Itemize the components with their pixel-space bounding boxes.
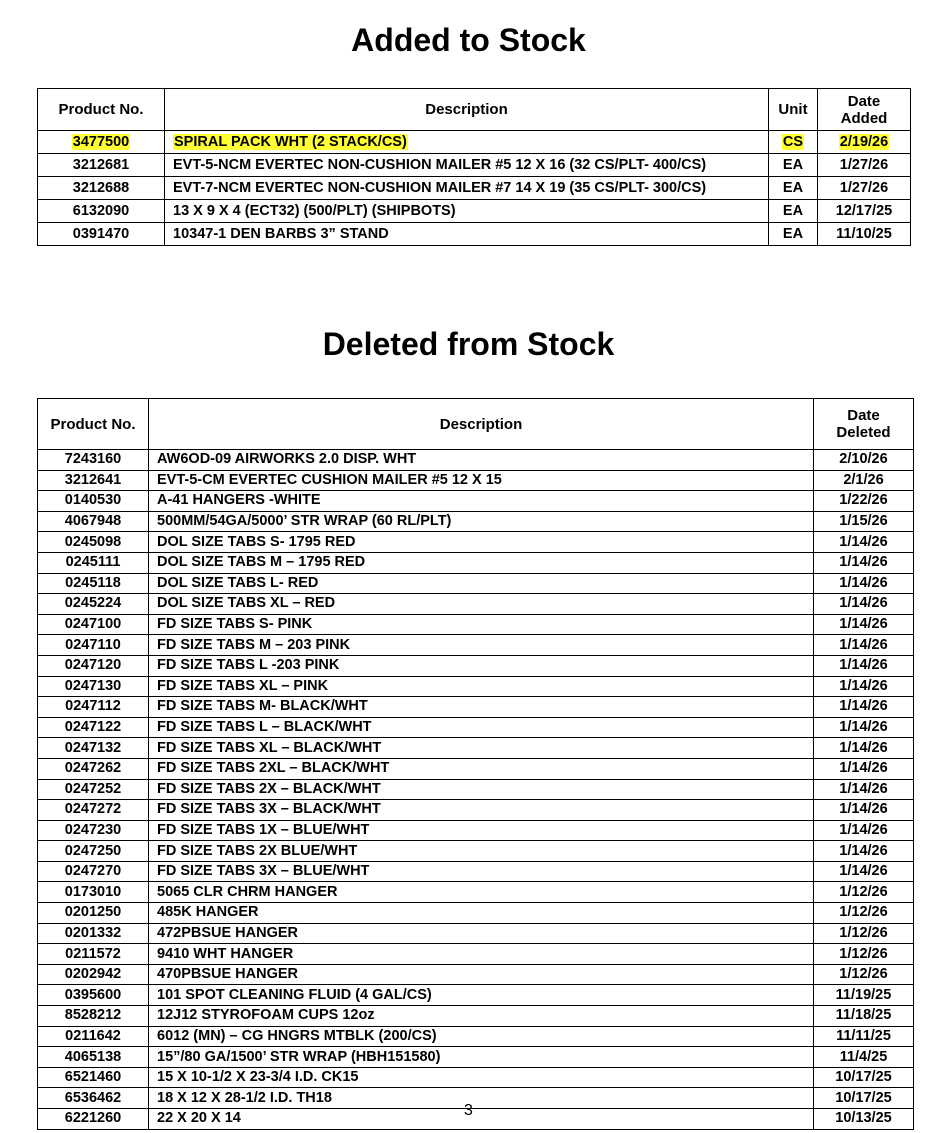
highlighted-text: CS: [782, 134, 804, 150]
description: 5065 CLR CHRM HANGER: [149, 882, 814, 903]
description: 13 X 9 X 4 (ECT32) (500/PLT) (SHIPBOTS): [165, 200, 769, 223]
description: AW6OD-09 AIRWORKS 2.0 DISP. WHT: [149, 450, 814, 471]
date-deleted: 1/12/26: [814, 923, 914, 944]
description: FD SIZE TABS S- PINK: [149, 614, 814, 635]
header-description: Description: [165, 89, 769, 131]
description: 472PBSUE HANGER: [149, 923, 814, 944]
date-deleted: 1/14/26: [814, 697, 914, 718]
date-added: 1/27/26: [818, 177, 911, 200]
description: FD SIZE TABS L – BLACK/WHT: [149, 717, 814, 738]
description: FD SIZE TABS 3X – BLUE/WHT: [149, 861, 814, 882]
table-row: [38, 841, 914, 862]
date-deleted: 1/14/26: [814, 717, 914, 738]
table-row: [38, 861, 914, 882]
page-number: 3: [464, 1102, 473, 1119]
date-deleted: 1/12/26: [814, 903, 914, 924]
table-row: [38, 944, 914, 965]
product-number: 0245111: [38, 552, 149, 573]
highlighted-text: 2/19/26: [839, 134, 889, 150]
deleted-from-stock-table: [37, 398, 914, 1130]
product-number: 0247252: [38, 779, 149, 800]
product-number: 3212688: [38, 177, 165, 200]
table-row: [38, 450, 914, 471]
product-number: 0201250: [38, 903, 149, 924]
date-deleted: 1/14/26: [814, 655, 914, 676]
product-number: 0201332: [38, 923, 149, 944]
table-row: [38, 470, 914, 491]
description: FD SIZE TABS 1X – BLUE/WHT: [149, 820, 814, 841]
date-deleted: 1/14/26: [814, 820, 914, 841]
description: FD SIZE TABS L -203 PINK: [149, 655, 814, 676]
description: 6012 (MN) – CG HNGRS MTBLK (200/CS): [149, 1026, 814, 1047]
table-row: [38, 532, 914, 553]
product-number: 0247272: [38, 800, 149, 821]
product-number: 0202942: [38, 964, 149, 985]
date-deleted: 10/17/25: [814, 1067, 914, 1088]
header-unit: Unit: [769, 89, 818, 131]
description: A-41 HANGERS -WHITE: [149, 491, 814, 512]
product-number: 0247262: [38, 758, 149, 779]
header-date-line1: Date: [847, 92, 881, 110]
description: EVT-7-NCM EVERTEC NON-CUSHION MAILER #7 14 X 19 (35 CS/PLT- 300/CS): [165, 177, 769, 200]
description: 15”/80 GA/1500’ STR WRAP (HBH151580): [149, 1047, 814, 1068]
product-number: 0211572: [38, 944, 149, 965]
description: 9410 WHT HANGER: [149, 944, 814, 965]
product-number: 0247120: [38, 655, 149, 676]
date-deleted: 1/14/26: [814, 635, 914, 656]
table-row: [38, 697, 914, 718]
product-number: 0140530: [38, 491, 149, 512]
description: [165, 131, 769, 154]
table-header-row: [38, 89, 911, 131]
table-row: [38, 491, 914, 512]
product-number: 6132090: [38, 200, 165, 223]
table-row: [38, 594, 914, 615]
table-row: [38, 154, 911, 177]
description: DOL SIZE TABS L- RED: [149, 573, 814, 594]
date-deleted: 2/1/26: [814, 470, 914, 491]
description: FD SIZE TABS XL – PINK: [149, 676, 814, 697]
product-number: 0247130: [38, 676, 149, 697]
unit: EA: [769, 177, 818, 200]
table-row: [38, 1026, 914, 1047]
date-deleted: 1/14/26: [814, 532, 914, 553]
date-deleted: 1/14/26: [814, 738, 914, 759]
date-deleted: 1/12/26: [814, 944, 914, 965]
product-number: 6536462: [38, 1088, 149, 1109]
product-number: 4065138: [38, 1047, 149, 1068]
date-deleted: 1/14/26: [814, 758, 914, 779]
table-row: [38, 717, 914, 738]
product-number: 0395600: [38, 985, 149, 1006]
description: DOL SIZE TABS XL – RED: [149, 594, 814, 615]
product-number: 3212681: [38, 154, 165, 177]
date-deleted: 1/14/26: [814, 676, 914, 697]
description: 22 X 20 X 14: [149, 1109, 814, 1130]
product-number: 3212641: [38, 470, 149, 491]
date-deleted: 1/12/26: [814, 964, 914, 985]
description: EVT-5-NCM EVERTEC NON-CUSHION MAILER #5 12 X 16 (32 CS/PLT- 400/CS): [165, 154, 769, 177]
description: 470PBSUE HANGER: [149, 964, 814, 985]
table-row: [38, 758, 914, 779]
table-row: [38, 614, 914, 635]
table-row: [38, 655, 914, 676]
table-row: [38, 223, 911, 246]
deleted-from-stock-title: Deleted from Stock: [322, 326, 615, 362]
date-deleted: 2/10/26: [814, 450, 914, 471]
table-row: [38, 820, 914, 841]
header-date-line1: Date: [847, 407, 880, 424]
description: DOL SIZE TABS S- 1795 RED: [149, 532, 814, 553]
product-number: 7243160: [38, 450, 149, 471]
product-number: 0245224: [38, 594, 149, 615]
unit: EA: [769, 200, 818, 223]
added-to-stock-title: Added to Stock: [351, 22, 586, 58]
table-row: [38, 1006, 914, 1027]
product-number: 0247100: [38, 614, 149, 635]
date-deleted: 1/14/26: [814, 861, 914, 882]
table-row: [38, 882, 914, 903]
table-row: [38, 511, 914, 532]
product-number: [38, 131, 165, 154]
date-deleted: 10/13/25: [814, 1109, 914, 1130]
unit: [769, 131, 818, 154]
header-product-no: Product No.: [38, 399, 149, 450]
product-number: 6521460: [38, 1067, 149, 1088]
table-row: [38, 573, 914, 594]
date-deleted: 1/15/26: [814, 511, 914, 532]
date-deleted: 1/14/26: [814, 614, 914, 635]
table-row: [38, 779, 914, 800]
description: FD SIZE TABS 2XL – BLACK/WHT: [149, 758, 814, 779]
table-row: [38, 635, 914, 656]
header-date-deleted: [814, 399, 914, 450]
product-number: 0247230: [38, 820, 149, 841]
date-deleted: 1/14/26: [814, 800, 914, 821]
product-number: 0245098: [38, 532, 149, 553]
description: FD SIZE TABS 2X – BLACK/WHT: [149, 779, 814, 800]
unit: EA: [769, 154, 818, 177]
product-number: 0391470: [38, 223, 165, 246]
description: 10347-1 DEN BARBS 3” STAND: [165, 223, 769, 246]
description: EVT-5-CM EVERTEC CUSHION MAILER #5 12 X 15: [149, 470, 814, 491]
product-number: 0247110: [38, 635, 149, 656]
date-added: 11/10/25: [818, 223, 911, 246]
unit: EA: [769, 223, 818, 246]
table-row: [38, 903, 914, 924]
product-number: 0247122: [38, 717, 149, 738]
table-row: [38, 676, 914, 697]
date-deleted: 11/4/25: [814, 1047, 914, 1068]
date-deleted: 1/14/26: [814, 573, 914, 594]
date-deleted: 1/14/26: [814, 594, 914, 615]
header-date-line2: Deleted: [836, 424, 891, 441]
product-number: 0247250: [38, 841, 149, 862]
description: FD SIZE TABS M- BLACK/WHT: [149, 697, 814, 718]
product-number: 8528212: [38, 1006, 149, 1027]
header-product-no: Product No.: [38, 89, 165, 131]
header-date-line2: Added: [840, 109, 888, 127]
table-row: [38, 738, 914, 759]
product-number: 0245118: [38, 573, 149, 594]
description: FD SIZE TABS XL – BLACK/WHT: [149, 738, 814, 759]
description: 500MM/54GA/5000’ STR WRAP (60 RL/PLT): [149, 511, 814, 532]
table-row: [38, 131, 911, 154]
description: FD SIZE TABS 3X – BLACK/WHT: [149, 800, 814, 821]
date-deleted: 10/17/25: [814, 1088, 914, 1109]
description: DOL SIZE TABS M – 1795 RED: [149, 552, 814, 573]
description: 18 X 12 X 28-1/2 I.D. TH18: [149, 1088, 814, 1109]
date-deleted: 11/11/25: [814, 1026, 914, 1047]
date-deleted: 1/14/26: [814, 552, 914, 573]
description: FD SIZE TABS M – 203 PINK: [149, 635, 814, 656]
product-number: 4067948: [38, 511, 149, 532]
description: 12J12 STYROFOAM CUPS 12oz: [149, 1006, 814, 1027]
table-row: [38, 800, 914, 821]
product-number: 0247270: [38, 861, 149, 882]
table-row: [38, 200, 911, 223]
table-row: [38, 1047, 914, 1068]
date-added: 12/17/25: [818, 200, 911, 223]
date-deleted: 1/14/26: [814, 779, 914, 800]
table-row: [38, 552, 914, 573]
table-row: [38, 985, 914, 1006]
product-number: 0247112: [38, 697, 149, 718]
product-number: 0173010: [38, 882, 149, 903]
date-deleted: 11/18/25: [814, 1006, 914, 1027]
date-deleted: 1/22/26: [814, 491, 914, 512]
table-header-row: [38, 399, 914, 450]
table-row: [38, 177, 911, 200]
highlighted-text: SPIRAL PACK WHT (2 STACK/CS): [174, 134, 407, 150]
description: 101 SPOT CLEANING FLUID (4 GAL/CS): [149, 985, 814, 1006]
table-row: [38, 964, 914, 985]
date-deleted: 1/14/26: [814, 841, 914, 862]
description: FD SIZE TABS 2X BLUE/WHT: [149, 841, 814, 862]
added-to-stock-table: [37, 88, 911, 246]
table-row: [38, 923, 914, 944]
date-added: 1/27/26: [818, 154, 911, 177]
date-added: [818, 131, 911, 154]
header-date-added: [818, 89, 911, 131]
product-number: 6221260: [38, 1109, 149, 1130]
table-row: [38, 1067, 914, 1088]
highlighted-text: 3477500: [72, 134, 130, 150]
header-description: Description: [149, 399, 814, 450]
product-number: 0211642: [38, 1026, 149, 1047]
description: 485K HANGER: [149, 903, 814, 924]
date-deleted: 11/19/25: [814, 985, 914, 1006]
product-number: 0247132: [38, 738, 149, 759]
date-deleted: 1/12/26: [814, 882, 914, 903]
description: 15 X 10-1/2 X 23-3/4 I.D. CK15: [149, 1067, 814, 1088]
